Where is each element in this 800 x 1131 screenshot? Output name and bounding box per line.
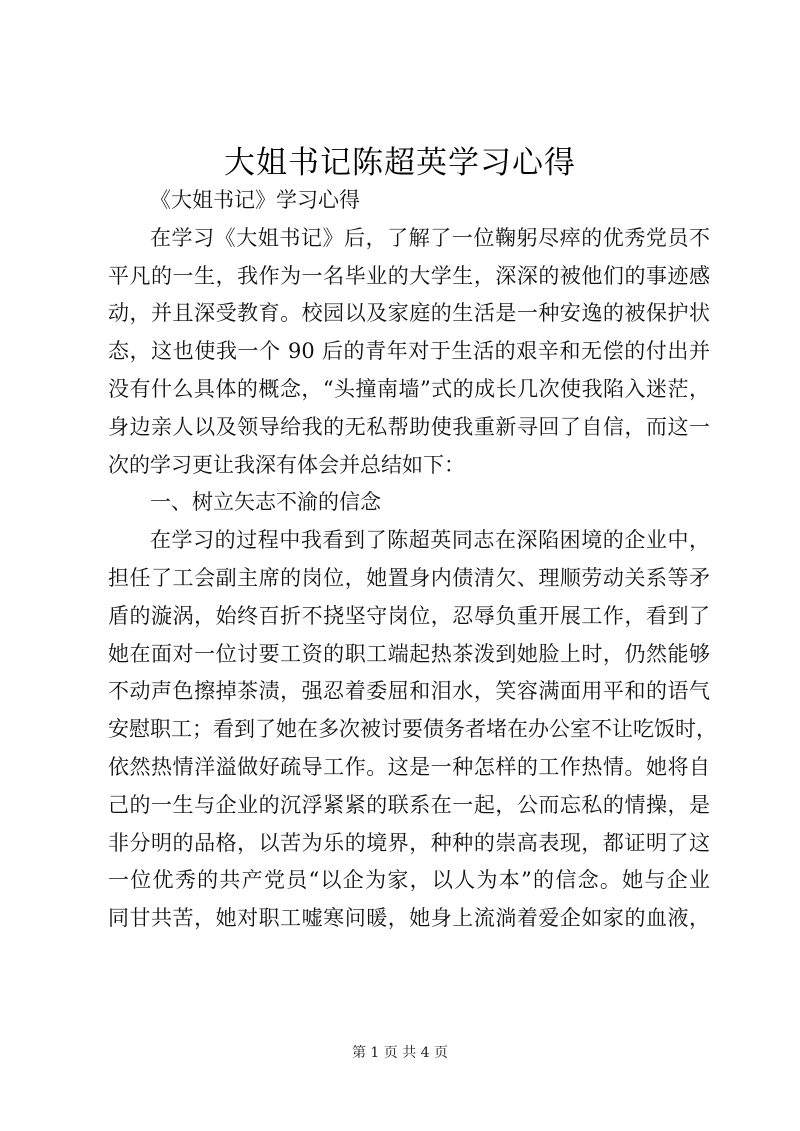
document-title: 大姐书记陈超英学习心得 bbox=[224, 145, 576, 181]
paragraph-line: 平凡的一生，我作为一名毕业的大学生，深深的被他们的事迹感 bbox=[108, 263, 710, 288]
paragraph-line: 一位优秀的共产党员“以企为家，以人为本”的信念。她与企业 bbox=[108, 868, 710, 893]
paragraph-line: 盾的漩涡，始终百折不挠坚守岗位，忍辱负重开展工作，看到了 bbox=[108, 603, 710, 628]
paragraph-line: 不动声色擦掉茶渍，强忍着委屈和泪水，笑容满面用平和的语气 bbox=[108, 679, 710, 704]
document-body bbox=[108, 182, 717, 938]
section-heading: 一、树立矢志不渝的信念 bbox=[150, 490, 381, 515]
paragraph-line: 在学习《大姐书记》后，了解了一位鞠躬尽瘁的优秀党员不 bbox=[150, 225, 710, 250]
subtitle-line: 《大姐书记》学习心得 bbox=[150, 188, 360, 212]
paragraph-line: 身边亲人以及领导给我的无私帮助使我重新寻回了自信，而这一 bbox=[108, 414, 710, 439]
paragraph-line: 担任了工会副主席的岗位，她置身内债清欠、理顺劳动关系等矛 bbox=[108, 565, 710, 590]
paragraph-line: 她在面对一位讨要工资的职工端起热茶泼到她脸上时，仍然能够 bbox=[108, 641, 710, 666]
paragraph-line: 己的一生与企业的沉浮紧紧的联系在一起，公而忘私的情操，是 bbox=[108, 792, 710, 817]
paragraph-line: 没有什么具体的概念，“头撞南墙”式的成长几次使我陷入迷茫， bbox=[108, 376, 710, 401]
paragraph-line: 非分明的品格，以苦为乐的境界，种种的崇高表现，都证明了这 bbox=[108, 830, 710, 855]
paragraph-line: 次的学习更让我深有体会并总结如下： bbox=[108, 452, 465, 477]
paragraph-line: 同甘共苦，她对职工嘘寒问暖，她身上流淌着爱企如家的血液， bbox=[108, 906, 710, 931]
paragraph-line: 在学习的过程中我看到了陈超英同志在深陷困境的企业中， bbox=[150, 528, 710, 553]
page-footer: 第 1 页 共 4 页 bbox=[351, 1045, 449, 1061]
paragraph-line: 态，这也使我一个 90 后的青年对于生活的艰辛和无偿的付出并 bbox=[108, 339, 710, 364]
paragraph-line: 安慰职工；看到了她在多次被讨要债务者堵在办公室不让吃饭时， bbox=[108, 717, 717, 742]
paragraph-line: 依然热情洋溢做好疏导工作。这是一种怎样的工作热情。她将自 bbox=[108, 754, 710, 779]
paragraph-line: 动，并且深受教育。校园以及家庭的生活是一种安逸的被保护状 bbox=[108, 301, 710, 326]
